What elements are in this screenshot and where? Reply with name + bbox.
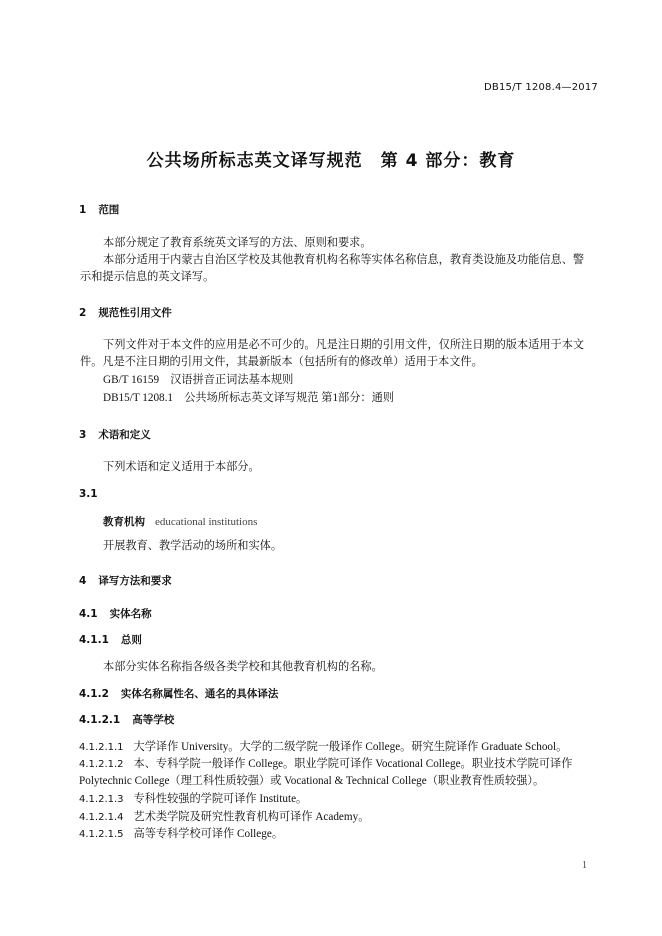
section-number: 3 xyxy=(79,429,87,441)
clause-text: 高等专科学校可译作 College。 xyxy=(133,828,284,840)
subsection-heading xyxy=(79,712,174,727)
clause-item xyxy=(79,825,283,844)
subsection-number: 4.1 xyxy=(79,608,98,620)
section-1-heading xyxy=(79,202,119,217)
paragraph-line: 下列文件对于本文件的应用是必不可少的。凡是注日期的引用文件，仅所注日期的版本适用于本文 xyxy=(103,339,585,351)
paragraph-line: 示和提示信息的英文译写。 xyxy=(80,271,215,283)
section-title: 术语和定义 xyxy=(98,429,151,441)
paragraph: 下列术语和定义适用于本部分。 xyxy=(103,461,260,473)
section-number: 1 xyxy=(79,204,87,216)
subsection-title: 实体名称属性名、通名的具体译法 xyxy=(120,688,279,700)
term-en: educational institutions xyxy=(155,516,258,528)
subsection-title: 总则 xyxy=(120,634,142,646)
clause-item xyxy=(79,790,307,809)
section-title: 译写方法和要求 xyxy=(98,575,172,587)
clause-number: 4.1.2.1.3 xyxy=(79,794,124,805)
subsection-heading xyxy=(79,686,278,701)
reference-item: DB15/T 1208.1 公共场所标志英文译写规范 第1部分：通则 xyxy=(103,392,394,404)
section-title: 规范性引用文件 xyxy=(98,307,172,319)
standard-number: DB15/T 1208.4—2017 xyxy=(484,82,598,93)
page-number: 1 xyxy=(582,860,587,871)
section-2-heading xyxy=(79,305,172,320)
subsection-heading xyxy=(79,606,152,621)
clause-text: 本、专科学院一般译作 College。职业学院可译作 Vocational College。职业技术学院可译作 xyxy=(133,758,573,770)
section-number: 2 xyxy=(79,307,87,319)
page-title: 公共场所标志英文译写规范 第 4 部分：教育 xyxy=(146,151,516,171)
section-number: 4 xyxy=(79,575,87,587)
clause-number: 4.1.2.1.2 xyxy=(79,759,124,770)
term-entry xyxy=(103,512,257,530)
term-number: 3.1 xyxy=(79,488,98,500)
clause-number: 4.1.2.1.4 xyxy=(79,812,124,823)
clause-number: 4.1.2.1.5 xyxy=(79,829,124,840)
paragraph-line: 本部分适用于内蒙古自治区学校及其他教育机构名称等实体名称信息，教育类设施及功能信息、警 xyxy=(103,254,585,266)
section-3-heading xyxy=(79,427,151,442)
section-title: 范围 xyxy=(98,204,120,216)
subsection-number: 4.1.2 xyxy=(79,688,109,700)
subsection-title: 高等学校 xyxy=(132,714,175,726)
clause-text: 大学译作 University。大学的二级学院一般译作 College。研究生院译作 Graduate School。 xyxy=(133,741,568,753)
subsection-number: 4.1.1 xyxy=(79,634,109,646)
clause-text-continuation: Polytechnic College（理工科性质较强）或 Vocational & Technical College（职业教育性质较强）。 xyxy=(79,775,545,787)
clause-text: 艺术类学院及研究性教育机构可译作 Academy。 xyxy=(133,811,370,823)
subsection-heading xyxy=(79,632,142,647)
subsection-number: 4.1.2.1 xyxy=(79,714,121,726)
paragraph-line: 件。凡是不注日期的引用文件，其最新版本（包括所有的修改单）适用于本文件。 xyxy=(80,356,483,368)
reference-item: GB/T 16159 汉语拼音正词法基本规则 xyxy=(103,374,294,386)
clause-number: 4.1.2.1.1 xyxy=(79,742,124,753)
section-4-heading xyxy=(79,573,172,588)
term-definition: 开展教育、教学活动的场所和实体。 xyxy=(103,540,283,552)
term-cn: 教育机构 xyxy=(103,516,145,528)
clause-text: 专科性较强的学院可译作 Institute。 xyxy=(133,793,308,805)
paragraph: 本部分规定了教育系统英文译写的方法、原则和要求。 xyxy=(103,237,372,249)
paragraph: 本部分实体名称指各级各类学校和其他教育机构的名称。 xyxy=(103,661,383,673)
subsection-title: 实体名称 xyxy=(109,608,152,620)
